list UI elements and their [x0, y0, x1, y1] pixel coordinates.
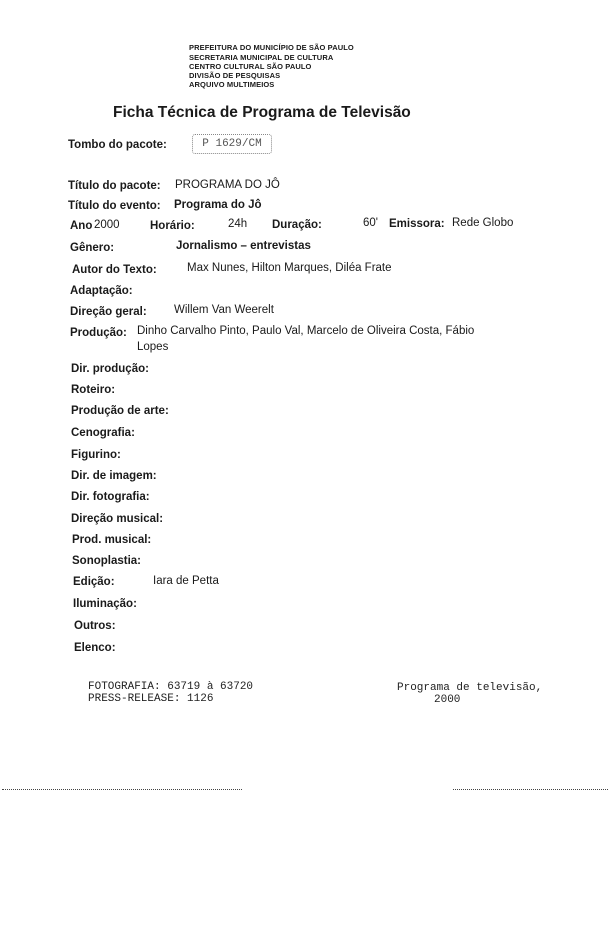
tombo-stamp: P 1629/CM	[192, 134, 272, 154]
direcao-geral-label: Direção geral:	[70, 306, 147, 318]
scan-artifact-line-right	[453, 789, 608, 791]
document-title: Ficha Técnica de Programa de Televisão	[113, 104, 411, 121]
horario-label: Horário:	[150, 220, 195, 232]
producao-value-line1: Dinho Carvalho Pinto, Paulo Val, Marcelo de Oliveira Costa, Fábio	[137, 325, 475, 337]
header-line-secretaria: SECRETARIA MUNICIPAL DE CULTURA	[189, 53, 334, 62]
emissora-value: Rede Globo	[452, 217, 514, 229]
emissora-label: Emissora:	[389, 218, 445, 230]
genero-value: Jornalismo – entrevistas	[176, 240, 311, 252]
figurino-label: Figurino:	[71, 449, 121, 461]
adaptacao-label: Adaptação:	[70, 285, 133, 297]
scan-artifact-line-left	[2, 789, 242, 791]
iluminacao-label: Iluminação:	[73, 598, 137, 610]
dir-fotografia-label: Dir. fotografia:	[71, 491, 150, 503]
producao-value-line2: Lopes	[137, 341, 169, 353]
roteiro-label: Roteiro:	[71, 384, 116, 396]
producao-arte-label: Produção de arte:	[71, 405, 169, 417]
ano-label: Ano	[70, 220, 93, 232]
prod-musical-label: Prod. musical:	[72, 534, 152, 546]
header-line-centro-cultural: CENTRO CULTURAL SÃO PAULO	[189, 62, 312, 71]
genero-label: Gênero:	[70, 242, 115, 254]
titulo-evento-label: Título do evento:	[68, 200, 161, 212]
edicao-value: Iara de Petta	[153, 575, 219, 587]
direcao-musical-label: Direção musical:	[71, 513, 164, 525]
footer-press-release: PRESS-RELEASE: 1126	[88, 693, 214, 705]
autor-label: Autor do Texto:	[72, 264, 157, 276]
header-line-prefeitura: PREFEITURA DO MUNICÍPIO DE SÃO PAULO	[189, 43, 354, 52]
header-line-arquivo: ARQUIVO MULTIMEIOS	[189, 80, 275, 89]
titulo-evento-value: Programa do Jô	[174, 199, 262, 211]
header-line-divisao: DIVISÃO DE PESQUISAS	[189, 71, 281, 80]
dir-imagem-label: Dir. de imagem:	[71, 470, 157, 482]
footer-program-type: Programa de televisão,	[397, 682, 543, 694]
footer-fotografia: FOTOGRAFIA: 63719 à 63720	[88, 681, 254, 693]
cenografia-label: Cenografia:	[71, 427, 135, 439]
tombo-label: Tombo do pacote:	[68, 139, 167, 151]
elenco-label: Elenco:	[74, 642, 116, 654]
producao-label: Produção:	[70, 327, 127, 339]
duracao-value: 60'	[363, 217, 378, 229]
footer-year: 2000	[434, 694, 461, 706]
horario-value: 24h	[228, 218, 248, 230]
edicao-label: Edição:	[73, 576, 115, 588]
outros-label: Outros:	[74, 620, 116, 632]
titulo-pacote-value: PROGRAMA DO JÔ	[175, 179, 280, 191]
ano-value: 2000	[94, 219, 120, 231]
duracao-label: Duração:	[272, 219, 322, 231]
dir-producao-label: Dir. produção:	[71, 363, 149, 375]
sonoplastia-label: Sonoplastia:	[72, 555, 142, 567]
direcao-geral-value: Willem Van Weerelt	[174, 304, 274, 316]
titulo-pacote-label: Título do pacote:	[68, 180, 161, 192]
autor-value: Max Nunes, Hilton Marques, Diléa Frate	[187, 262, 392, 274]
